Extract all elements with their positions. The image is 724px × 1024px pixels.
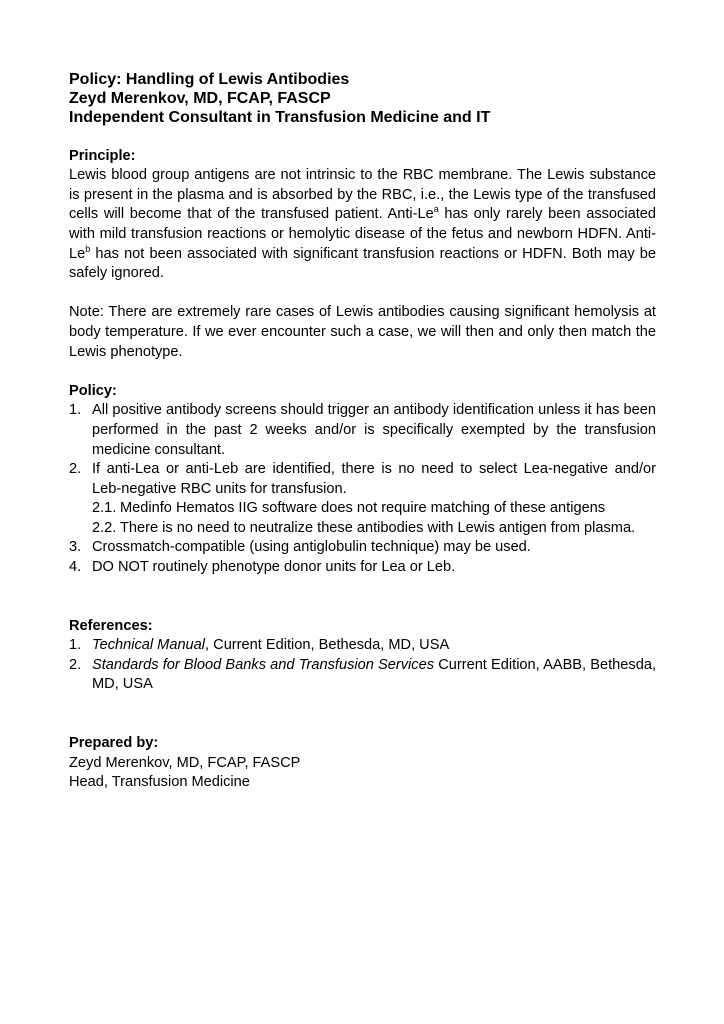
superscript-b: b <box>85 243 91 254</box>
list-number: 4. <box>69 559 82 576</box>
list-number: 1. <box>69 402 82 419</box>
references-list <box>69 636 656 695</box>
list-number: 2. <box>69 656 82 673</box>
policy-item-text: DO NOT routinely phenotype donor units for Lea or Leb. <box>92 559 456 576</box>
policy-item <box>69 401 656 460</box>
policy-item-text: All positive antibody screens should trigger an antibody identification unless it has been performed in the past 2 weeks and/or is specifically exempted by the transfusion medicine consultant. <box>92 402 656 458</box>
reference-details: Current Edition, AABB, Bethesda, MD, USA <box>92 656 656 693</box>
principle-text-1: Lewis blood group antigens are not intrinsic to the RBC membrane. The Lewis substance is present in the plasma and is absorbed by the RBC, i.e., the Lewis type of the transfused cells will become that of the transfused patient. Anti-Le <box>69 167 656 223</box>
list-number: 3. <box>69 539 82 556</box>
list-number: 2. <box>69 461 82 478</box>
document-title: Policy: Handling of Lewis Antibodies <box>69 71 350 88</box>
preparer-name: Zeyd Merenkov, MD, FCAP, FASCP <box>69 754 301 771</box>
policy-subitem-text: There is no need to neutralize these antibodies with Lewis antigen from plasma. <box>120 519 636 536</box>
policy-item-text: Crossmatch-compatible (using antiglobulin technique) may be used. <box>92 539 531 556</box>
document-page <box>69 70 656 793</box>
reference-item <box>69 636 656 656</box>
policy-item <box>69 538 656 558</box>
policy-subitem-text: Medinfo Hematos IIG software does not require matching of these antigens <box>120 500 606 517</box>
reference-title: Technical Manual <box>92 637 206 654</box>
policy-sublist <box>92 499 656 538</box>
note-paragraph: Note: There are extremely rare cases of Lewis antibodies causing significant hemolysis at body temperature. If we ever encounter such a case, we will then and only then match the Lewis phenotype. <box>69 304 656 360</box>
policy-list <box>69 401 656 577</box>
principle-text-3: has not been associated with significant transfusion reactions or HDFN. Both may be safely ignored. <box>69 245 656 282</box>
policy-item-text: If anti-Lea or anti-Leb are identified, there is no need to select Lea-negative and/or Leb-negative RBC units for transfusion. <box>92 461 656 497</box>
list-number: 1. <box>69 637 82 654</box>
author-line: Zeyd Merenkov, MD, FCAP, FASCP <box>69 90 331 107</box>
affiliation-line: Independent Consultant in Transfusion Medicine and IT <box>69 109 491 126</box>
policy-heading: Policy: <box>69 382 117 399</box>
sublist-number: 2.1. <box>92 500 117 517</box>
preparer-position: Head, Transfusion Medicine <box>69 774 250 791</box>
policy-subitem <box>92 519 656 539</box>
superscript-a: a <box>433 204 439 215</box>
policy-item <box>69 460 656 538</box>
policy-item <box>69 558 656 578</box>
prepared-by-heading: Prepared by: <box>69 735 159 752</box>
principle-text-2: has only rarely been associated with mild transfusion reactions or hemolytic disease of the fetus and newborn HDFN. Anti-Le <box>69 206 656 262</box>
reference-title: Standards for Blood Banks and Transfusion Services <box>92 656 435 673</box>
principle-heading: Principle: <box>69 147 136 164</box>
reference-details: , Current Edition, Bethesda, MD, USA <box>205 637 450 654</box>
principle-paragraph <box>69 166 656 284</box>
sublist-number: 2.2. <box>92 519 117 536</box>
policy-subitem <box>92 499 656 519</box>
reference-item <box>69 656 656 695</box>
references-heading: References: <box>69 617 153 634</box>
